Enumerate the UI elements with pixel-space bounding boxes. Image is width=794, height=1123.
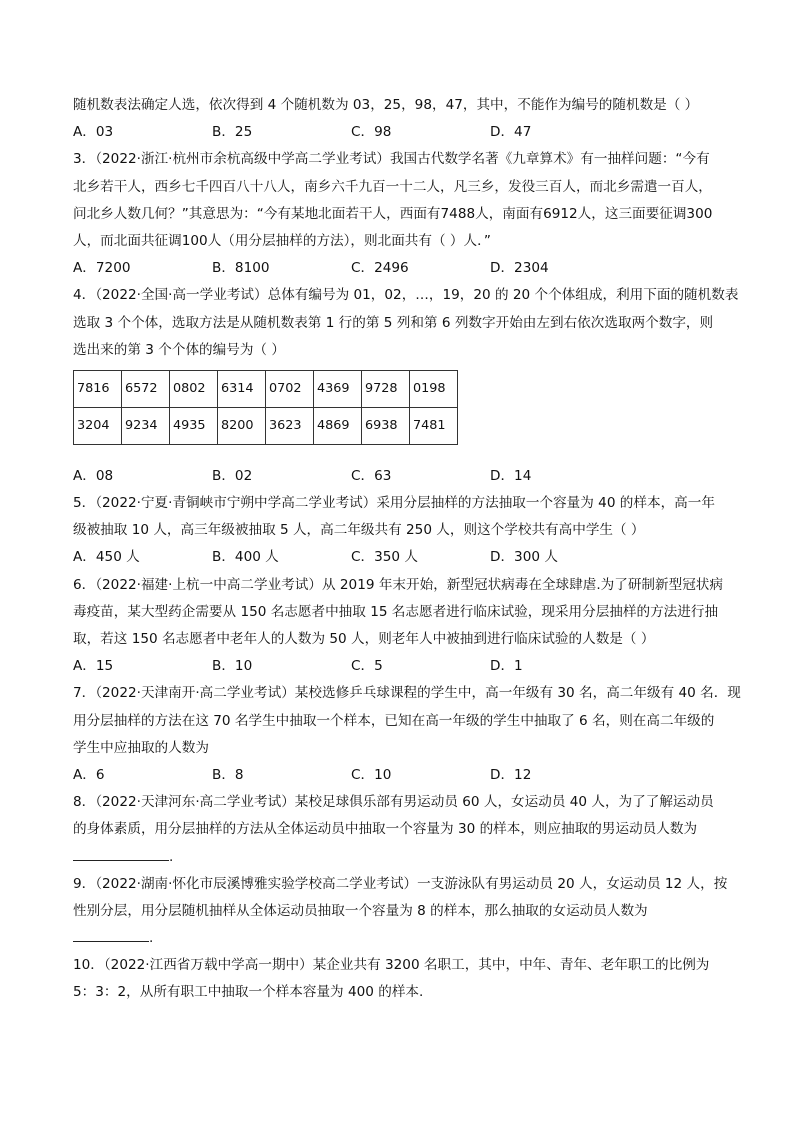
question-text: 学生中应抽取的人数为 xyxy=(73,739,209,756)
option-d: D．2304 xyxy=(490,260,549,277)
table-cell: 9728 xyxy=(362,370,410,407)
answer-blank[interactable] xyxy=(73,844,169,861)
answer-options xyxy=(73,762,733,789)
question-text: 随机数表法确定人选，依次得到 4 个随机数为 03，25，98，47，其中，不能作为编号的随机数是（ ） xyxy=(73,97,699,113)
option-b: B．8100 xyxy=(212,260,270,277)
question-text: 性别分层，用分层随机抽样从全体运动员抽取一个容量为 8 的样本，那么抽取的女运动员人数为 xyxy=(73,902,648,919)
question-text: 人，而北面共征调100人（用分层抽样的方法），则北面共有（ ）人．” xyxy=(73,232,491,249)
option-a: A．15 xyxy=(73,658,114,675)
option-c: C．98 xyxy=(351,124,392,141)
option-b: B．8 xyxy=(212,766,244,783)
question-text: 问北乡人数几何？”其意思为：“今有某地北面若干人，西面有7488人，南面有6912人，这三面要征调300 xyxy=(73,205,713,222)
question-text: 3．（2022·浙江·杭州市余杭高级中学高二学业考试）我国古代数学名著《九章算术》有一抽样问题：“今有 xyxy=(73,151,710,168)
question-4 xyxy=(73,282,739,490)
table-cell: 0702 xyxy=(266,370,314,407)
table-cell: 8200 xyxy=(218,407,266,444)
option-a: A．6 xyxy=(73,766,105,783)
question-text: 6．（2022·福建·上杭一中高二学业考试）从 2019 年末开始，新型冠状病毒在全球肆虐.为了研制新型冠状病 xyxy=(73,576,723,593)
option-b: B．25 xyxy=(212,124,253,141)
option-d: D．14 xyxy=(490,467,532,484)
table-cell: 3204 xyxy=(74,407,122,444)
table-cell: 3623 xyxy=(266,407,314,444)
option-a: A．450 人 xyxy=(73,549,140,566)
table-cell: 6314 xyxy=(218,370,266,407)
answer-options xyxy=(73,119,733,146)
table-cell: 4935 xyxy=(170,407,218,444)
table-cell: 4869 xyxy=(314,407,362,444)
question-text: 5：3：2，从所有职工中抽取一个样本容量为 400 的样本. xyxy=(73,984,424,1001)
table-row xyxy=(74,370,458,407)
option-a: A．08 xyxy=(73,467,114,484)
table-cell: 9234 xyxy=(122,407,170,444)
answer-options xyxy=(73,255,733,282)
option-d: D．1 xyxy=(490,658,523,675)
table-cell: 0802 xyxy=(170,370,218,407)
question-6 xyxy=(73,572,733,681)
answer-options xyxy=(73,463,733,490)
option-c: C．5 xyxy=(351,658,383,675)
table-cell: 6938 xyxy=(362,407,410,444)
question-9 xyxy=(73,871,733,953)
table-cell: 7816 xyxy=(74,370,122,407)
question-text: 5．（2022·宁夏·青铜峡市宁朔中学高二学业考试）采用分层抽样的方法抽取一个容量为 40 的样本，高一年 xyxy=(73,495,715,512)
table-row xyxy=(74,407,458,444)
spacer xyxy=(73,453,733,463)
blank-period: . xyxy=(169,848,174,865)
question-text: 用分层抽样的方法在这 70 名学生中抽取一个样本，已知在高一年级的学生中抽取了 6 名，则在高二年级的 xyxy=(73,712,715,729)
question-text: 10．（2022·江西省万载中学高一期中）某企业共有 3200 名职工，其中，中年、青年、老年职工的比例为 xyxy=(73,957,710,974)
question-text: 9．（2022·湖南·怀化市辰溪博雅实验学校高二学业考试）一支游泳队有男运动员 20 人，女运动员 12 人，按 xyxy=(73,875,728,892)
option-c: C．2496 xyxy=(351,260,409,277)
question-5 xyxy=(73,490,733,572)
option-d: D．300 人 xyxy=(490,549,558,566)
answer-options xyxy=(73,653,733,680)
question-text: 4．（2022·全国·高一学业考试）总体有编号为 01，02，…，19，20 的 20 个个体组成，利用下面的随机数表 xyxy=(73,287,739,304)
answer-blank-line xyxy=(73,844,733,871)
answer-blank[interactable] xyxy=(73,925,149,942)
question-text: 毒疫苗，某大型药企需要从 150 名志愿者中抽取 15 名志愿者进行临床试验，现采用分层抽样的方法进行抽 xyxy=(73,603,719,620)
question-text: 8．（2022·天津河东·高二学业考试）某校足球俱乐部有男运动员 60 人，女运动员 40 人，为了了解运动员 xyxy=(73,794,714,811)
answer-blank-line xyxy=(73,925,733,952)
question-text: 选取 3 个个体，选取方法是从随机数表第 1 行的第 5 列和第 6 列数字开始由左到右依次选取两个数字，则 xyxy=(73,314,714,331)
question-10 xyxy=(73,952,733,1006)
table-cell: 7481 xyxy=(410,407,458,444)
question-text: 选出来的第 3 个个体的编号为（ ） xyxy=(73,341,285,358)
option-b: B．02 xyxy=(212,467,253,484)
option-c: C．350 人 xyxy=(351,549,418,566)
question-text: 北乡若干人，西乡七千四百八十八人，南乡六千九百一十二人，凡三乡，发役三百人，而北乡需遣一百人， xyxy=(73,178,712,195)
blank-period: . xyxy=(149,930,154,947)
question-text: 级被抽取 10 人，高三年级被抽取 5 人，高二年级共有 250 人，则这个学校共有高中学生（ ） xyxy=(73,522,645,539)
question-8 xyxy=(73,789,733,871)
question-text: 的身体素质，用分层抽样的方法从全体运动员中抽取一个容量为 30 的样本，则应抽取的男运动员人数为 xyxy=(73,821,698,838)
answer-options xyxy=(73,544,733,571)
option-a: A．7200 xyxy=(73,260,131,277)
option-d: D．12 xyxy=(490,766,532,783)
option-d: D．47 xyxy=(490,124,532,141)
table-cell: 0198 xyxy=(410,370,458,407)
question-3 xyxy=(73,146,733,282)
table-cell: 6572 xyxy=(122,370,170,407)
option-c: C．10 xyxy=(351,766,392,783)
option-b: B．400 人 xyxy=(212,549,279,566)
option-b: B．10 xyxy=(212,658,253,675)
question-text: 7．（2022·天津南开·高二学业考试）某校选修乒乓球课程的学生中，高一年级有 30 名，高二年级有 40 名．现 xyxy=(73,685,741,702)
table-cell: 4369 xyxy=(314,370,362,407)
option-a: A．03 xyxy=(73,124,114,141)
question-text: 取，若这 150 名志愿者中老年人的人数为 50 人，则老年人中被抽到进行临床试验的人数是（ ） xyxy=(73,631,655,647)
random-number-table xyxy=(73,370,458,445)
question-2-tail xyxy=(73,92,733,146)
option-c: C．63 xyxy=(351,467,392,484)
question-7 xyxy=(73,680,741,789)
question-list xyxy=(73,92,741,1007)
